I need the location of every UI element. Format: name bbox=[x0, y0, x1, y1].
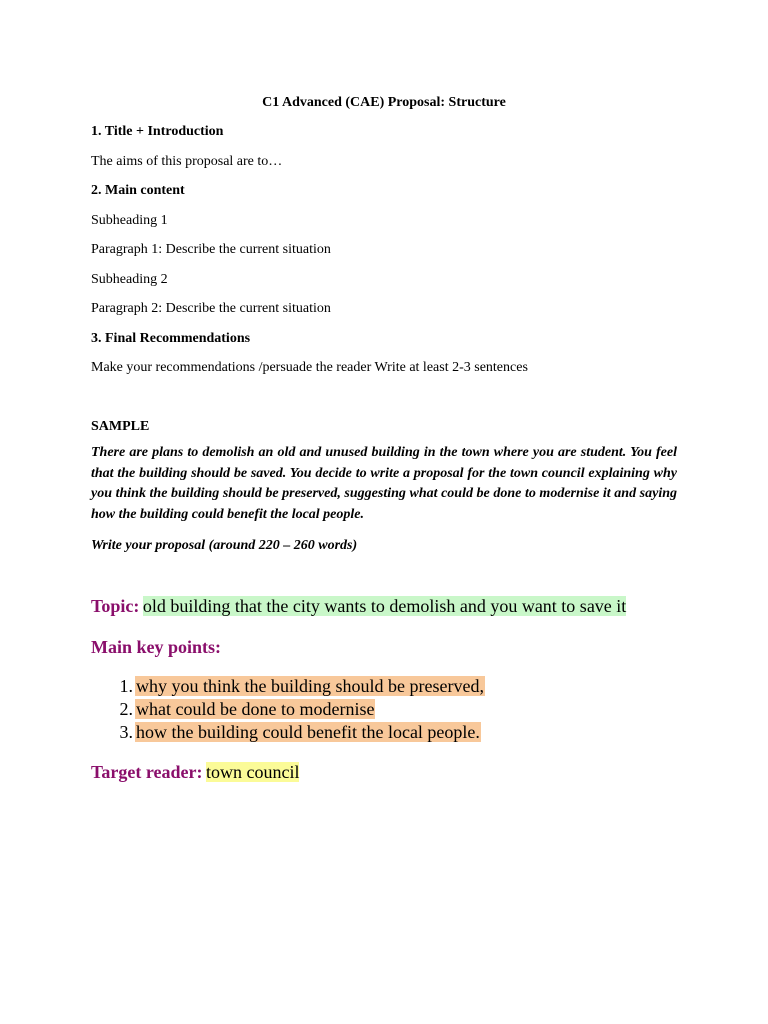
keypoints-heading-line bbox=[91, 635, 221, 662]
paragraph-1: Paragraph 1: Describe the current situation bbox=[91, 242, 331, 257]
paragraph-2: Paragraph 2: Describe the current situation bbox=[91, 301, 331, 316]
list-item-text: what could be done to modernise bbox=[136, 699, 375, 719]
list-item bbox=[91, 721, 485, 744]
topic-text: old building that the city wants to demolish and you want to save it bbox=[142, 596, 627, 616]
list-item-text: how the building could benefit the local people. bbox=[136, 722, 480, 742]
list-item bbox=[91, 675, 485, 698]
subheading-2: Subheading 2 bbox=[91, 272, 168, 287]
topic-label: Topic: bbox=[91, 596, 140, 616]
list-item-number: 1. bbox=[119, 676, 133, 696]
list-item-text: why you think the building should be preserved, bbox=[136, 676, 484, 696]
subheading-1: Subheading 1 bbox=[91, 213, 168, 228]
keypoints-list bbox=[91, 675, 485, 744]
topic-line bbox=[91, 594, 626, 621]
list-item-number: 2. bbox=[119, 699, 133, 719]
sample-prompt: There are plans to demolish an old and unused building in the town where you are student. You feel that the building should be saved. You decide to write a proposal for the town council explaining why you think the building should be preserved, suggesting what could be done to modernise it and saying how the building could benefit the local people. bbox=[91, 445, 677, 522]
section-heading-recommendations: 3. Final Recommendations bbox=[91, 331, 251, 346]
list-item-number: 3. bbox=[119, 722, 133, 742]
keypoints-label: Main key points: bbox=[91, 637, 222, 657]
document-title: C1 Advanced (CAE) Proposal: Structure bbox=[262, 95, 506, 110]
sample-heading: SAMPLE bbox=[91, 419, 150, 434]
list-item bbox=[91, 698, 485, 721]
section-heading-main: 2. Main content bbox=[91, 183, 185, 198]
sample-instruction: Write your proposal (around 220 – 260 words) bbox=[91, 538, 358, 553]
section-body-intro: The aims of this proposal are to… bbox=[91, 154, 283, 169]
section-heading-intro: 1. Title + Introduction bbox=[91, 124, 224, 139]
target-reader-text: town council bbox=[205, 762, 300, 782]
target-reader-line bbox=[91, 760, 299, 787]
target-reader-label: Target reader: bbox=[91, 762, 203, 782]
section-body-recommendations: Make your recommendations /persuade the reader Write at least 2-3 sentences bbox=[91, 360, 528, 375]
